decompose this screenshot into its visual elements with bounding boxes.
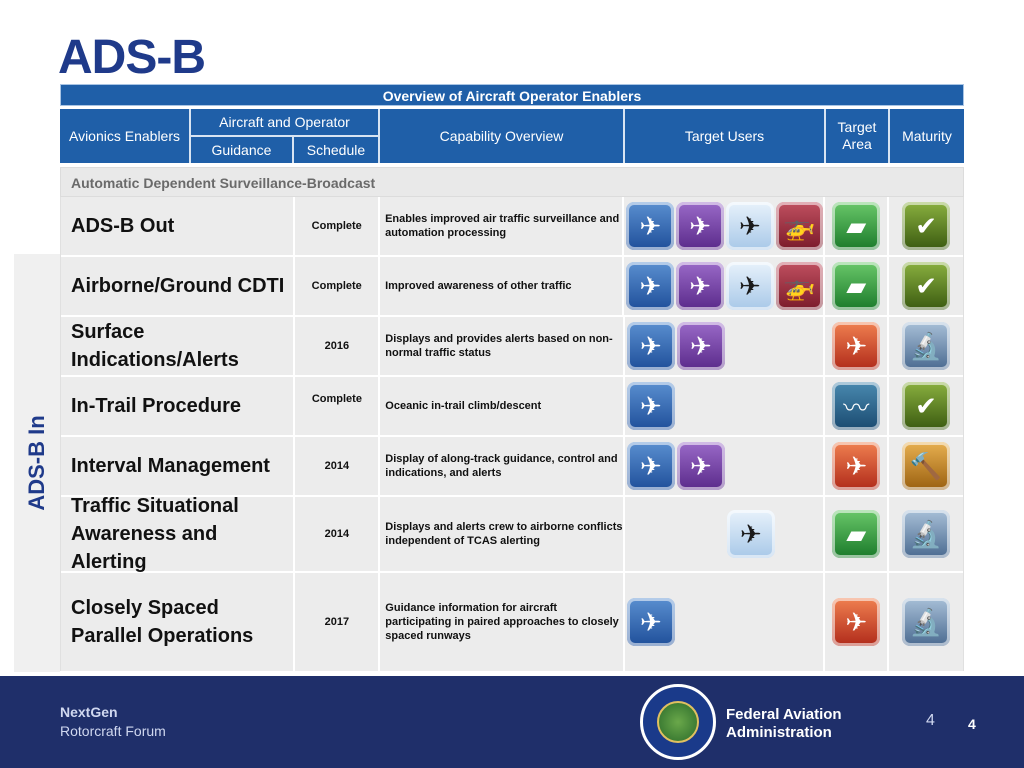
row-schedule: Complete (295, 377, 380, 435)
jet-icon: ✈ (627, 598, 675, 646)
row-target-users (625, 497, 826, 571)
microscope-icon: 🔬 (902, 322, 950, 370)
footer (0, 676, 1024, 768)
bizjet-icon: ✈ (677, 442, 725, 490)
table-header (60, 109, 964, 163)
row-target-area (825, 497, 889, 571)
slide-title: ADS-B (58, 31, 205, 84)
usa-map-icon: ▰ (832, 202, 880, 250)
row-target-area (825, 257, 889, 315)
header-target-area: Target Area (826, 109, 890, 163)
row-name: Surface Indications/Alerts (61, 317, 295, 375)
runway-icon: ✈ (832, 598, 880, 646)
agency-line2: Administration (726, 724, 832, 741)
light-plane-icon: ✈ (726, 262, 774, 310)
bizjet-icon: ✈ (677, 322, 725, 370)
row-target-users (624, 257, 825, 315)
row-name: Interval Management (61, 437, 295, 495)
header-capability: Capability Overview (380, 109, 625, 163)
bizjet-icon: ✈ (676, 202, 724, 250)
helicopter-icon: 🚁 (776, 202, 824, 250)
agency-line1: Federal Aviation (726, 706, 842, 723)
row-target-area (825, 377, 889, 435)
check-icon: ✔ (902, 382, 950, 430)
enablers-table (60, 84, 964, 671)
row-maturity (889, 377, 963, 435)
table-row (61, 497, 963, 573)
side-label: ADS-B In (24, 415, 49, 511)
row-maturity (889, 497, 963, 571)
usa-map-icon: ▰ (832, 262, 880, 310)
row-maturity (889, 573, 963, 671)
usa-map-icon: ▰ (832, 510, 880, 558)
header-aircraft-operator: Aircraft and Operator (191, 109, 378, 137)
runway-icon: ✈ (832, 442, 880, 490)
section-label: Automatic Dependent Surveillance-Broadcast (60, 167, 964, 197)
footer-nextgen: NextGen (60, 704, 118, 720)
table-row (61, 437, 963, 497)
page-number-small: 4 (926, 712, 935, 729)
microscope-icon: 🔬 (902, 598, 950, 646)
row-capability: Displays and provides alerts based on non-normal traffic status (380, 317, 624, 375)
table-row (61, 317, 963, 377)
row-target-area (825, 197, 889, 255)
row-schedule: 2016 (295, 317, 380, 375)
jet-icon: ✈ (627, 382, 675, 430)
header-guidance: Guidance (191, 137, 294, 163)
row-name: In-Trail Procedure (61, 377, 295, 435)
runway-icon: ✈ (832, 322, 880, 370)
row-name: Closely Spaced Parallel Operations (61, 573, 295, 671)
header-maturity: Maturity (890, 109, 964, 163)
row-target-users (624, 197, 825, 255)
row-capability: Oceanic in-trail climb/descent (380, 377, 624, 435)
empty-slot (627, 510, 675, 558)
bizjet-icon: ✈ (676, 262, 724, 310)
page-number: 4 (968, 716, 976, 732)
table-body (60, 197, 964, 671)
faa-seal-icon (640, 684, 716, 760)
header-target-users: Target Users (625, 109, 826, 163)
table-row (61, 377, 963, 437)
row-target-users (625, 317, 826, 375)
row-name: Traffic Situational Awareness and Alerting (61, 497, 295, 571)
row-name: Airborne/Ground CDTI (61, 257, 295, 315)
row-target-users (625, 377, 826, 435)
header-aircraft-operator-group (191, 109, 380, 163)
row-target-users (625, 437, 826, 495)
row-name: ADS-B Out (61, 197, 295, 255)
row-capability: Improved awareness of other traffic (380, 257, 624, 315)
footer-agency (726, 706, 842, 742)
row-schedule: 2017 (295, 573, 380, 671)
check-icon: ✔ (902, 262, 950, 310)
footer-forum: Rotorcraft Forum (60, 723, 166, 739)
microscope-icon: 🔬 (902, 510, 950, 558)
header-avionics: Avionics Enablers (60, 109, 191, 163)
overview-title: Overview of Aircraft Operator Enablers (60, 84, 964, 106)
row-target-area (825, 437, 889, 495)
table-row (61, 573, 963, 671)
jet-icon: ✈ (626, 202, 674, 250)
light-plane-icon: ✈ (727, 510, 775, 558)
row-capability: Guidance information for aircraft participating in paired approaches to closely spaced runways (380, 573, 624, 671)
ocean-wave-icon: 〰 (832, 382, 880, 430)
jet-icon: ✈ (627, 322, 675, 370)
hammer-icon: 🔨 (902, 442, 950, 490)
jet-icon: ✈ (627, 442, 675, 490)
row-schedule: Complete (295, 257, 380, 315)
row-maturity (889, 437, 963, 495)
row-schedule: Complete (295, 197, 380, 255)
jet-icon: ✈ (626, 262, 674, 310)
row-maturity (889, 257, 963, 315)
row-maturity (889, 197, 963, 255)
header-schedule: Schedule (294, 137, 378, 163)
check-icon: ✔ (902, 202, 950, 250)
row-target-users (625, 573, 826, 671)
row-capability: Displays and alerts crew to airborne conflicts independent of TCAS alerting (380, 497, 624, 571)
side-label-panel (14, 254, 60, 672)
table-row (61, 257, 963, 317)
empty-slot (677, 510, 725, 558)
row-maturity (889, 317, 963, 375)
table-row (61, 197, 963, 257)
row-schedule: 2014 (295, 437, 380, 495)
row-target-area (825, 317, 889, 375)
row-schedule: 2014 (295, 497, 380, 571)
row-capability: Enables improved air traffic surveillance and automation processing (380, 197, 624, 255)
helicopter-icon: 🚁 (776, 262, 824, 310)
row-capability: Display of along-track guidance, control and indications, and alerts (380, 437, 624, 495)
light-plane-icon: ✈ (726, 202, 774, 250)
row-target-area (825, 573, 889, 671)
